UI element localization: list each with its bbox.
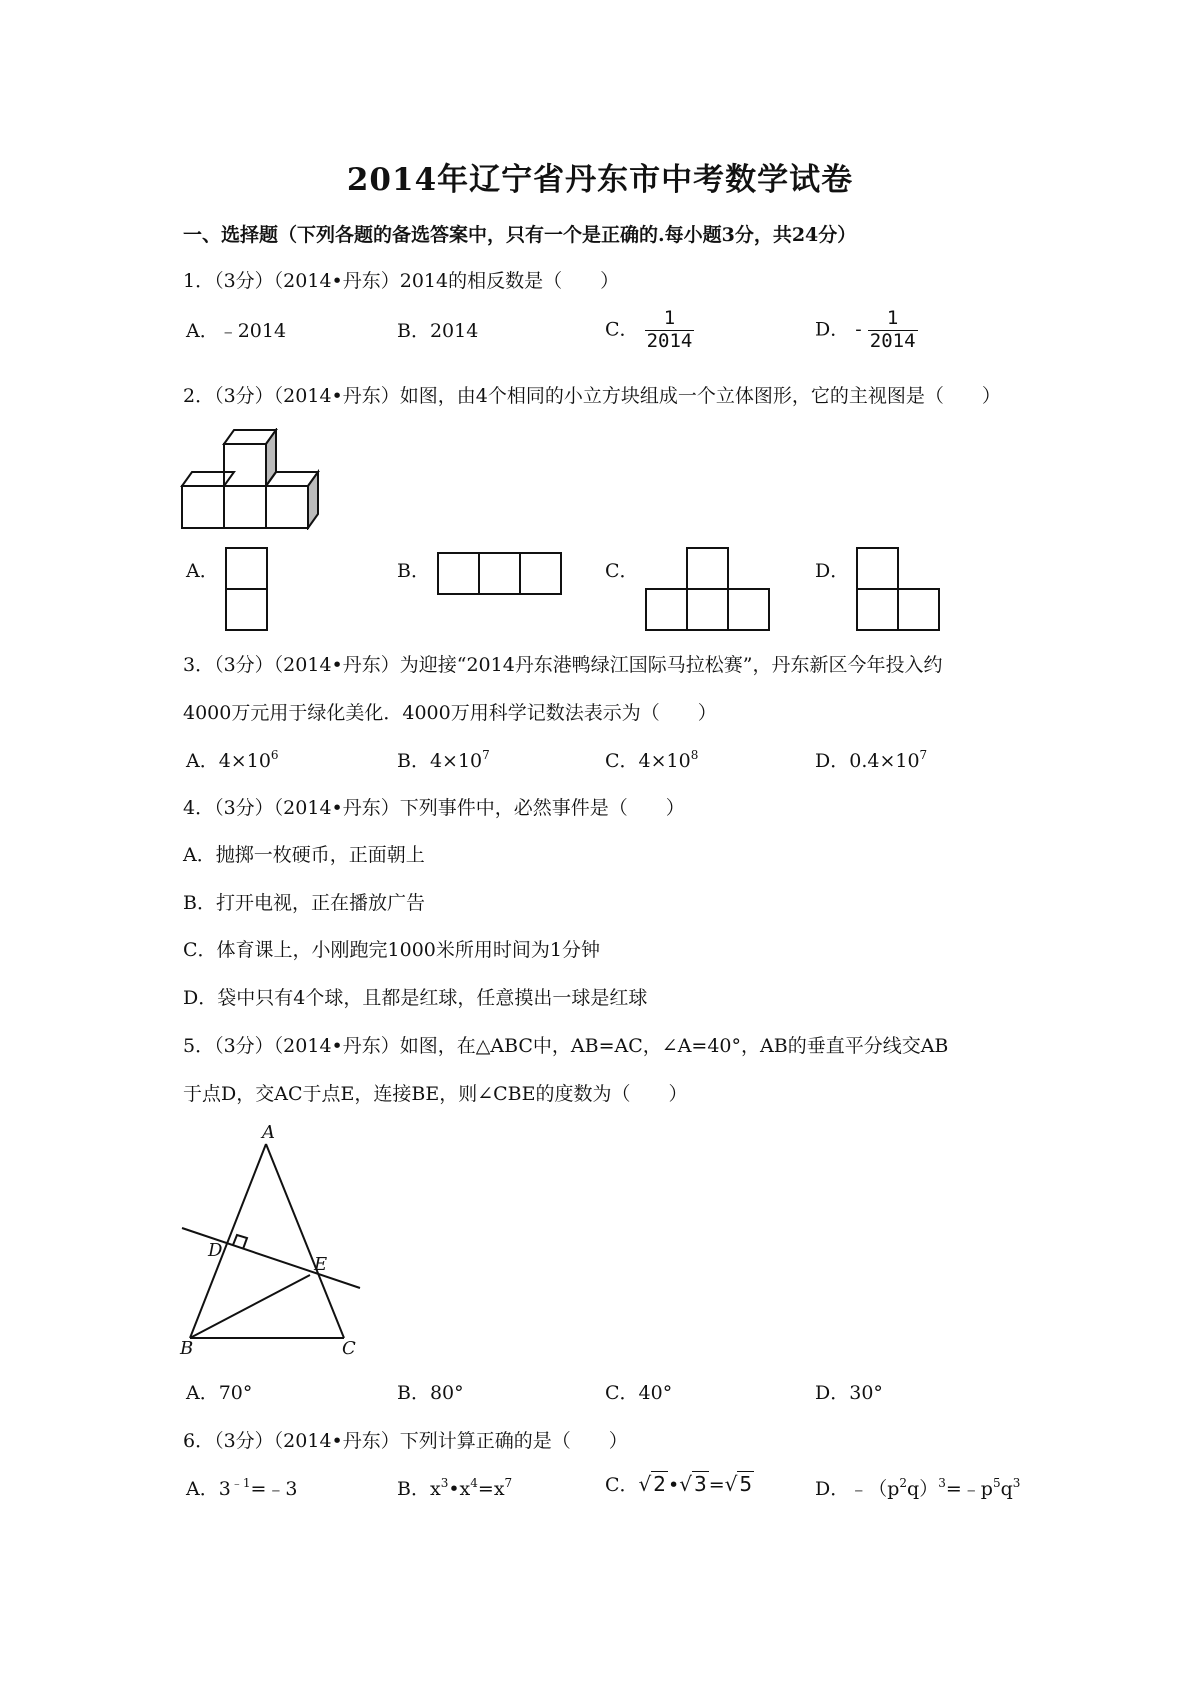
segment-be <box>190 1275 310 1338</box>
q3-option-c-exponent: 8 <box>690 748 699 762</box>
q6-option-d <box>815 1474 1020 1501</box>
q2-option-d-figure <box>855 546 943 632</box>
section-heading: 一、选择题（下列各题的备选答案中，只有一个是正确的.每小题3分，共24分） <box>183 224 857 246</box>
q2-option-b-label: B． <box>397 560 430 582</box>
q2-option-a-figure <box>224 546 270 632</box>
point-label-a: A <box>262 1122 275 1143</box>
q6-d-exponent: 2 <box>899 1476 908 1490</box>
q6-d-part: q） <box>907 1478 939 1500</box>
q6-option-b <box>397 1474 512 1501</box>
question-3-stem-line-2: 4000万元用于绿化美化．4000万用科学记数法表示为（ ） <box>183 702 717 724</box>
side-ac <box>266 1144 344 1338</box>
sqrt-symbol: √ 3 <box>679 1472 707 1496</box>
radicand: 2 <box>653 1472 667 1496</box>
fraction-numerator: 1 <box>886 307 899 329</box>
q6-b-exponent: 3 <box>440 1476 449 1490</box>
radicand: 3 <box>694 1472 707 1496</box>
q1-option-a: A．﹣2014 <box>186 320 287 342</box>
q5-option-b: B．80° <box>397 1382 464 1404</box>
point-label-c: C <box>342 1338 356 1358</box>
q6-a-result: =﹣3 <box>250 1478 298 1500</box>
q3-option-a <box>186 746 279 773</box>
q3-option-b-base: B．4×10 <box>397 750 483 772</box>
fraction <box>645 308 695 353</box>
page-title: 2014年辽宁省丹东市中考数学试卷 <box>346 162 854 198</box>
question-2-stem: 2．（3分）（2014•丹东）如图，由4个相同的小立方块组成一个立体图形，它的主视图是（ ） <box>183 385 1001 407</box>
q5-option-a: A．70° <box>186 1382 253 1404</box>
q1-option-c <box>605 308 694 353</box>
q2-option-a-label: A． <box>186 560 219 582</box>
q6-d-exponent: 5 <box>992 1476 1001 1490</box>
q2-option-c-figure <box>644 546 773 632</box>
q2-option-d-label: D． <box>815 560 850 582</box>
fraction-denominator: 2014 <box>869 329 916 352</box>
q6-d-part: =﹣p <box>945 1478 993 1500</box>
q3-option-c <box>605 746 698 773</box>
point-label-b: B <box>180 1338 194 1358</box>
point-label-d: D <box>208 1240 223 1261</box>
q5-option-c: C．40° <box>605 1382 673 1404</box>
q6-b-exponent: 4 <box>470 1476 478 1490</box>
dot-operator: • <box>668 1474 680 1496</box>
q6-c-label: C． <box>605 1474 639 1496</box>
q3-option-d-exponent: 7 <box>919 748 928 762</box>
fraction-numerator: 1 <box>663 307 676 329</box>
fraction-denominator: 2014 <box>646 329 693 352</box>
q6-b-part: •x <box>448 1478 471 1500</box>
question-5-stem-line-1: 5．（3分）（2014•丹东）如图，在△ABC中，AB=AC，∠A=40°，AB的垂直平分线交AB <box>183 1035 949 1057</box>
q2-option-c-label: C． <box>605 560 639 582</box>
point-label-e: E <box>314 1254 328 1275</box>
side-ab <box>190 1144 266 1338</box>
q6-d-part: q <box>1000 1478 1013 1500</box>
q4-option-c: C．体育课上，小刚跑完1000米所用时间为1分钟 <box>183 939 600 961</box>
q6-b-part: =x <box>477 1478 505 1500</box>
q3-option-d-base: D．0.4×10 <box>815 750 920 772</box>
triangle-figure <box>178 1118 368 1358</box>
q2-option-b-figure <box>436 551 565 597</box>
cube-solid-figure <box>180 428 325 530</box>
equals-sign: = <box>708 1474 725 1496</box>
q6-d-exponent: 3 <box>938 1476 946 1490</box>
q3-option-b <box>397 746 490 773</box>
question-3-stem-line-1: 3．（3分）（2014•丹东）为迎接“2014丹东港鸭绿江国际马拉松赛”，丹东新区今年投入约 <box>183 654 943 676</box>
sqrt-symbol: √ 2 <box>638 1472 667 1496</box>
question-5-stem-line-2: 于点D，交AC于点E，连接BE，则∠CBE的度数为（ ） <box>183 1083 688 1105</box>
radicand: 5 <box>739 1472 753 1496</box>
q6-d-part: D．﹣（p <box>815 1478 900 1500</box>
q3-option-a-exponent: 6 <box>270 748 279 762</box>
q6-option-c <box>605 1470 754 1497</box>
q3-option-b-exponent: 7 <box>482 748 490 762</box>
q4-option-b: B．打开电视，正在播放广告 <box>183 892 425 914</box>
sqrt-symbol: √ 5 <box>724 1472 753 1496</box>
q6-b-exponent: 7 <box>504 1476 513 1490</box>
q3-option-c-base: C．4×10 <box>605 750 691 772</box>
question-6-stem: 6．（3分）（2014•丹东）下列计算正确的是（ ） <box>183 1430 628 1452</box>
q1-option-d <box>815 308 918 353</box>
q6-b-part: B．x <box>397 1478 441 1500</box>
q4-option-a: A．抛掷一枚硬币，正面朝上 <box>183 844 425 866</box>
question-1-stem: 1．（3分）（2014•丹东）2014的相反数是（ ） <box>183 270 620 292</box>
q6-a-base: A．3 <box>186 1478 231 1500</box>
q6-a-exponent: ﹣1 <box>230 1476 251 1490</box>
q3-option-d <box>815 746 927 773</box>
q5-option-d: D．30° <box>815 1382 883 1404</box>
q6-d-exponent: 3 <box>1012 1476 1021 1490</box>
question-4-stem: 4．（3分）（2014•丹东）下列事件中，必然事件是（ ） <box>183 797 685 819</box>
q3-option-a-base: A．4×10 <box>186 750 271 772</box>
minus-sign: - <box>855 318 862 341</box>
q4-option-d: D．袋中只有4个球，且都是红球，任意摸出一球是红球 <box>183 987 648 1009</box>
q1-option-b: B．2014 <box>397 320 479 342</box>
q6-option-a <box>186 1474 297 1501</box>
q1-option-d-label: D． <box>815 318 850 341</box>
q1-option-c-label: C． <box>605 318 639 341</box>
fraction <box>868 308 918 353</box>
